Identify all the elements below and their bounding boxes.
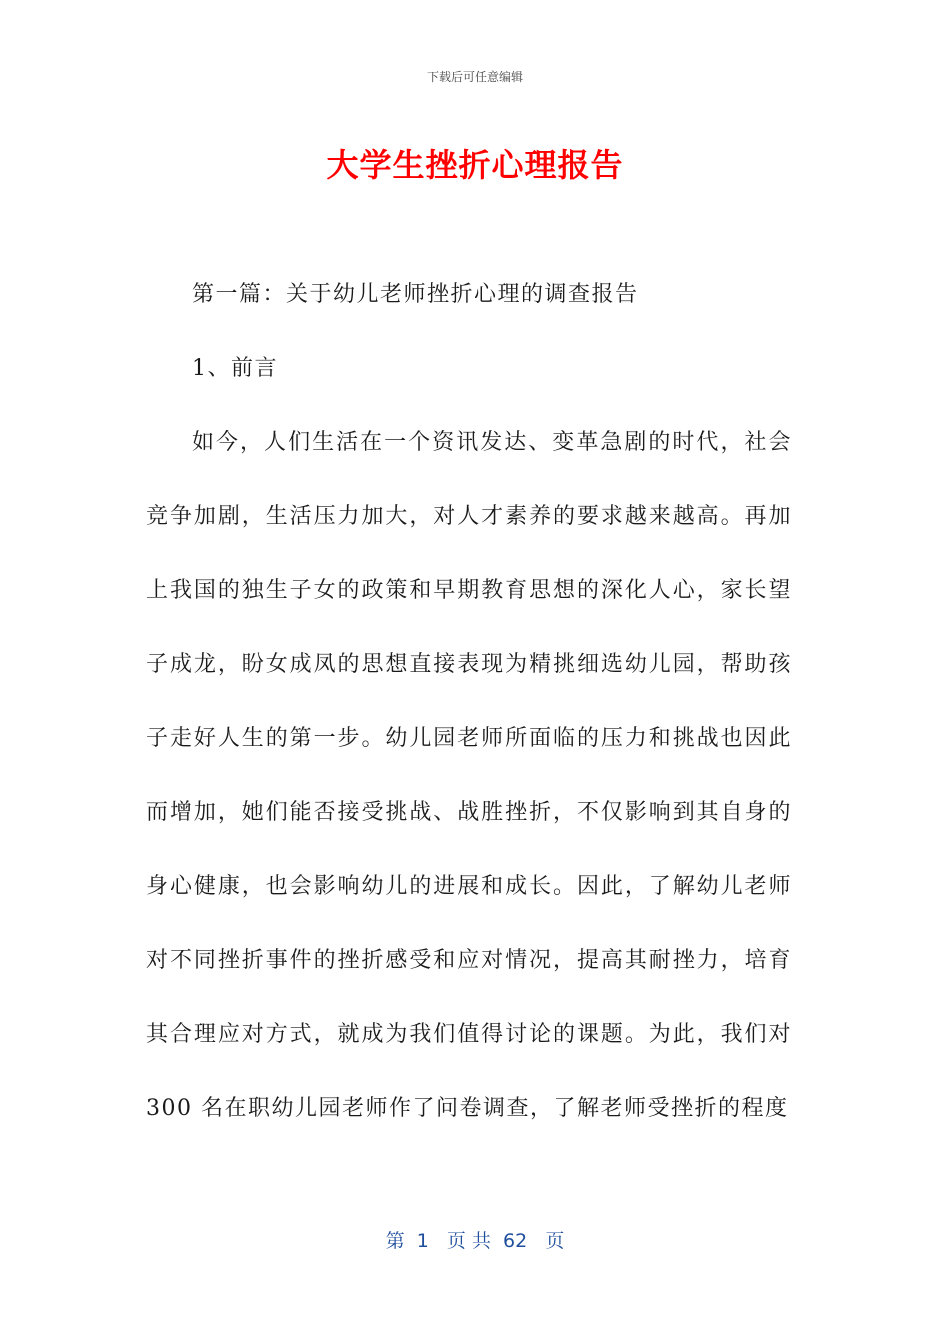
paragraph-line: 身心健康，也会影响幼儿的进展和成长。因此，了解幼儿老师 xyxy=(146,874,792,899)
document-body xyxy=(146,258,792,1146)
paragraph-line: 上我国的独生子女的政策和早期教育思想的深化人心，家长望 xyxy=(146,578,792,603)
paragraph-line: 如今，人们生活在一个资讯发达、变革急剧的时代，社会 xyxy=(192,430,792,455)
paragraph-line: 而增加，她们能否接受挑战、战胜挫折，不仅影响到其自身的 xyxy=(146,800,792,825)
paragraph-line: 子成龙，盼女成凤的思想直接表现为精挑细选幼儿园，帮助孩 xyxy=(146,652,792,677)
paragraph-line: 其合理应对方式，就成为我们值得讨论的课题。为此，我们对 xyxy=(146,1022,792,1047)
paragraph-line: 对不同挫折事件的挫折感受和应对情况，提高其耐挫力，培育 xyxy=(146,948,792,973)
page-footer: 第 1 页 共 62 页 xyxy=(385,1230,565,1252)
subheading: 1、前言 xyxy=(192,356,278,381)
paragraph-line: 300 名在职幼儿园老师作了问卷调查，了解老师受挫折的程度 xyxy=(146,1096,789,1121)
section-heading: 第一篇：关于幼儿老师挫折心理的调查报告 xyxy=(192,282,639,307)
document-title: 大学生挫折心理报告 xyxy=(326,146,624,184)
header-note: 下载后可任意编辑 xyxy=(426,70,523,84)
paragraph-line: 竞争加剧，生活压力加大，对人才素养的要求越来越高。再加 xyxy=(146,504,792,529)
paragraph-line: 子走好人生的第一步。幼儿园老师所面临的压力和挑战也因此 xyxy=(146,726,792,751)
